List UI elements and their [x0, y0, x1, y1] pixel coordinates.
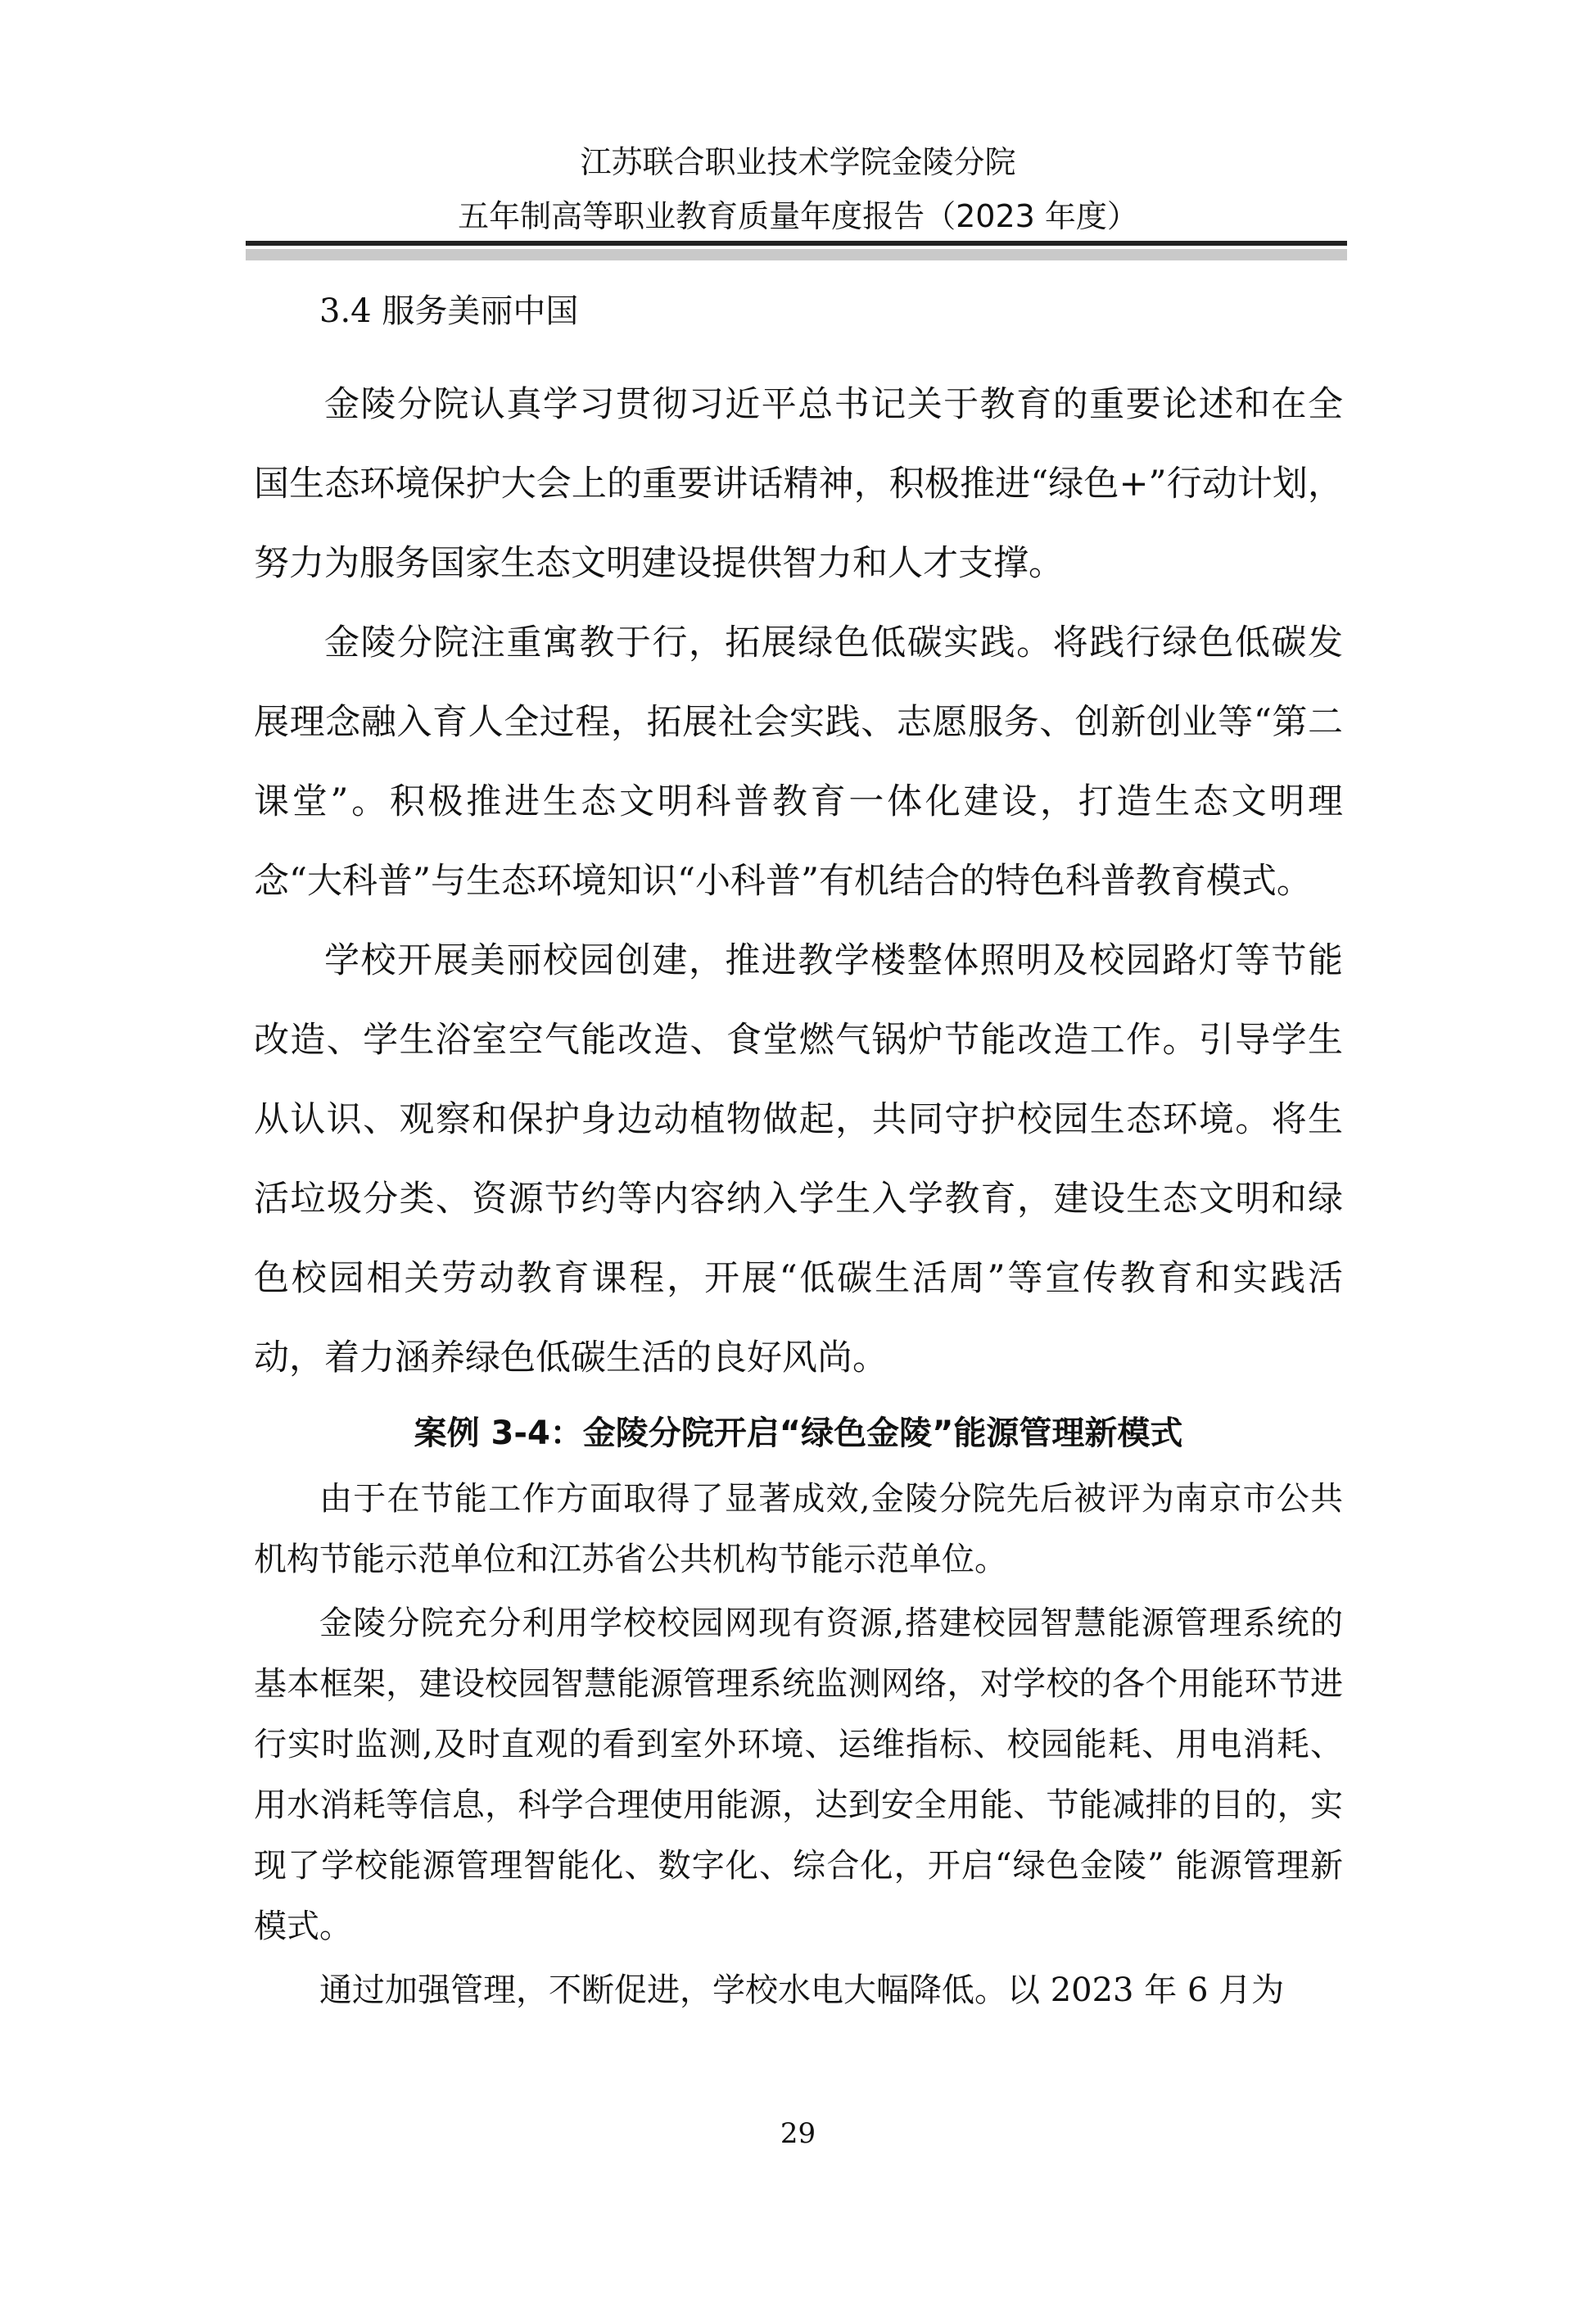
case-paragraph: 金陵分院充分利用学校校园网现有资源,搭建校园智慧能源管理系统的基本框架，建设校园智慧能源管理系统监测网络，对学校的各个用能环节进行实时监测,及时直观的看到室外环境、运维指标、校园能耗、用电消耗、用水消耗等信息，科学合理使用能源，达到安全用能、节能减排的目的，实现了学校能源管理智能化、数字化、综合化，开启“绿色金陵” 能源管理新模式。 — [254, 1605, 1343, 1945]
report-header — [0, 135, 1596, 243]
header-report-title: 五年制高等职业教育质量年度报告（2023 年度） — [458, 198, 1138, 234]
header-divider-shadow — [246, 249, 1347, 260]
section-paragraph: 金陵分院认真学习贯彻习近平总书记关于教育的重要论述和在全国生态环境保护大会上的重要讲话精神，积极推进“绿色+”行动计划，努力为服务国家生态文明建设提供智力和人才支撑。 — [254, 384, 1343, 584]
case-paragraph: 由于在节能工作方面取得了显著成效,金陵分院先后被评为南京市公共机构节能示范单位和江苏省公共机构节能示范单位。 — [254, 1480, 1343, 1578]
section-title: 3.4 服务美丽中国 — [319, 292, 579, 330]
page-body — [254, 287, 1343, 2024]
case-paragraph: 通过加强管理，不断促进，学校水电大幅降低。以 2023 年 6 月为 — [319, 1971, 1285, 2009]
page-number: 29 — [780, 2117, 816, 2150]
header-divider — [246, 241, 1347, 246]
section-paragraph: 学校开展美丽校园创建，推进教学楼整体照明及校园路灯等节能改造、学生浴室空气能改造、食堂燃气锅炉节能改造工作。引导学生从认识、观察和保护身边动植物做起，共同守护校园生态环境。将生活垃圾分类、资源节约等内容纳入学生入学教育，建设生态文明和绿色校园相关劳动教育课程，开展“低碳生活周”等宣传教育和实践活动，着力涵养绿色低碳生活的良好风尚。 — [254, 940, 1343, 1378]
header-institution: 江苏联合职业技术学院金陵分院 — [580, 144, 1016, 180]
section-paragraph: 金陵分院注重寓教于行，拓展绿色低碳实践。将践行绿色低碳发展理念融入育人全过程，拓展社会实践、志愿服务、创新创业等“第二课堂”。积极推进生态文明科普教育一体化建设，打造生态文明理念“大科普”与生态环境知识“小科普”有机结合的特色科普教育模式。 — [254, 622, 1343, 902]
case-title: 案例 3-4：金陵分院开启“绿色金陵”能源管理新模式 — [414, 1414, 1183, 1452]
